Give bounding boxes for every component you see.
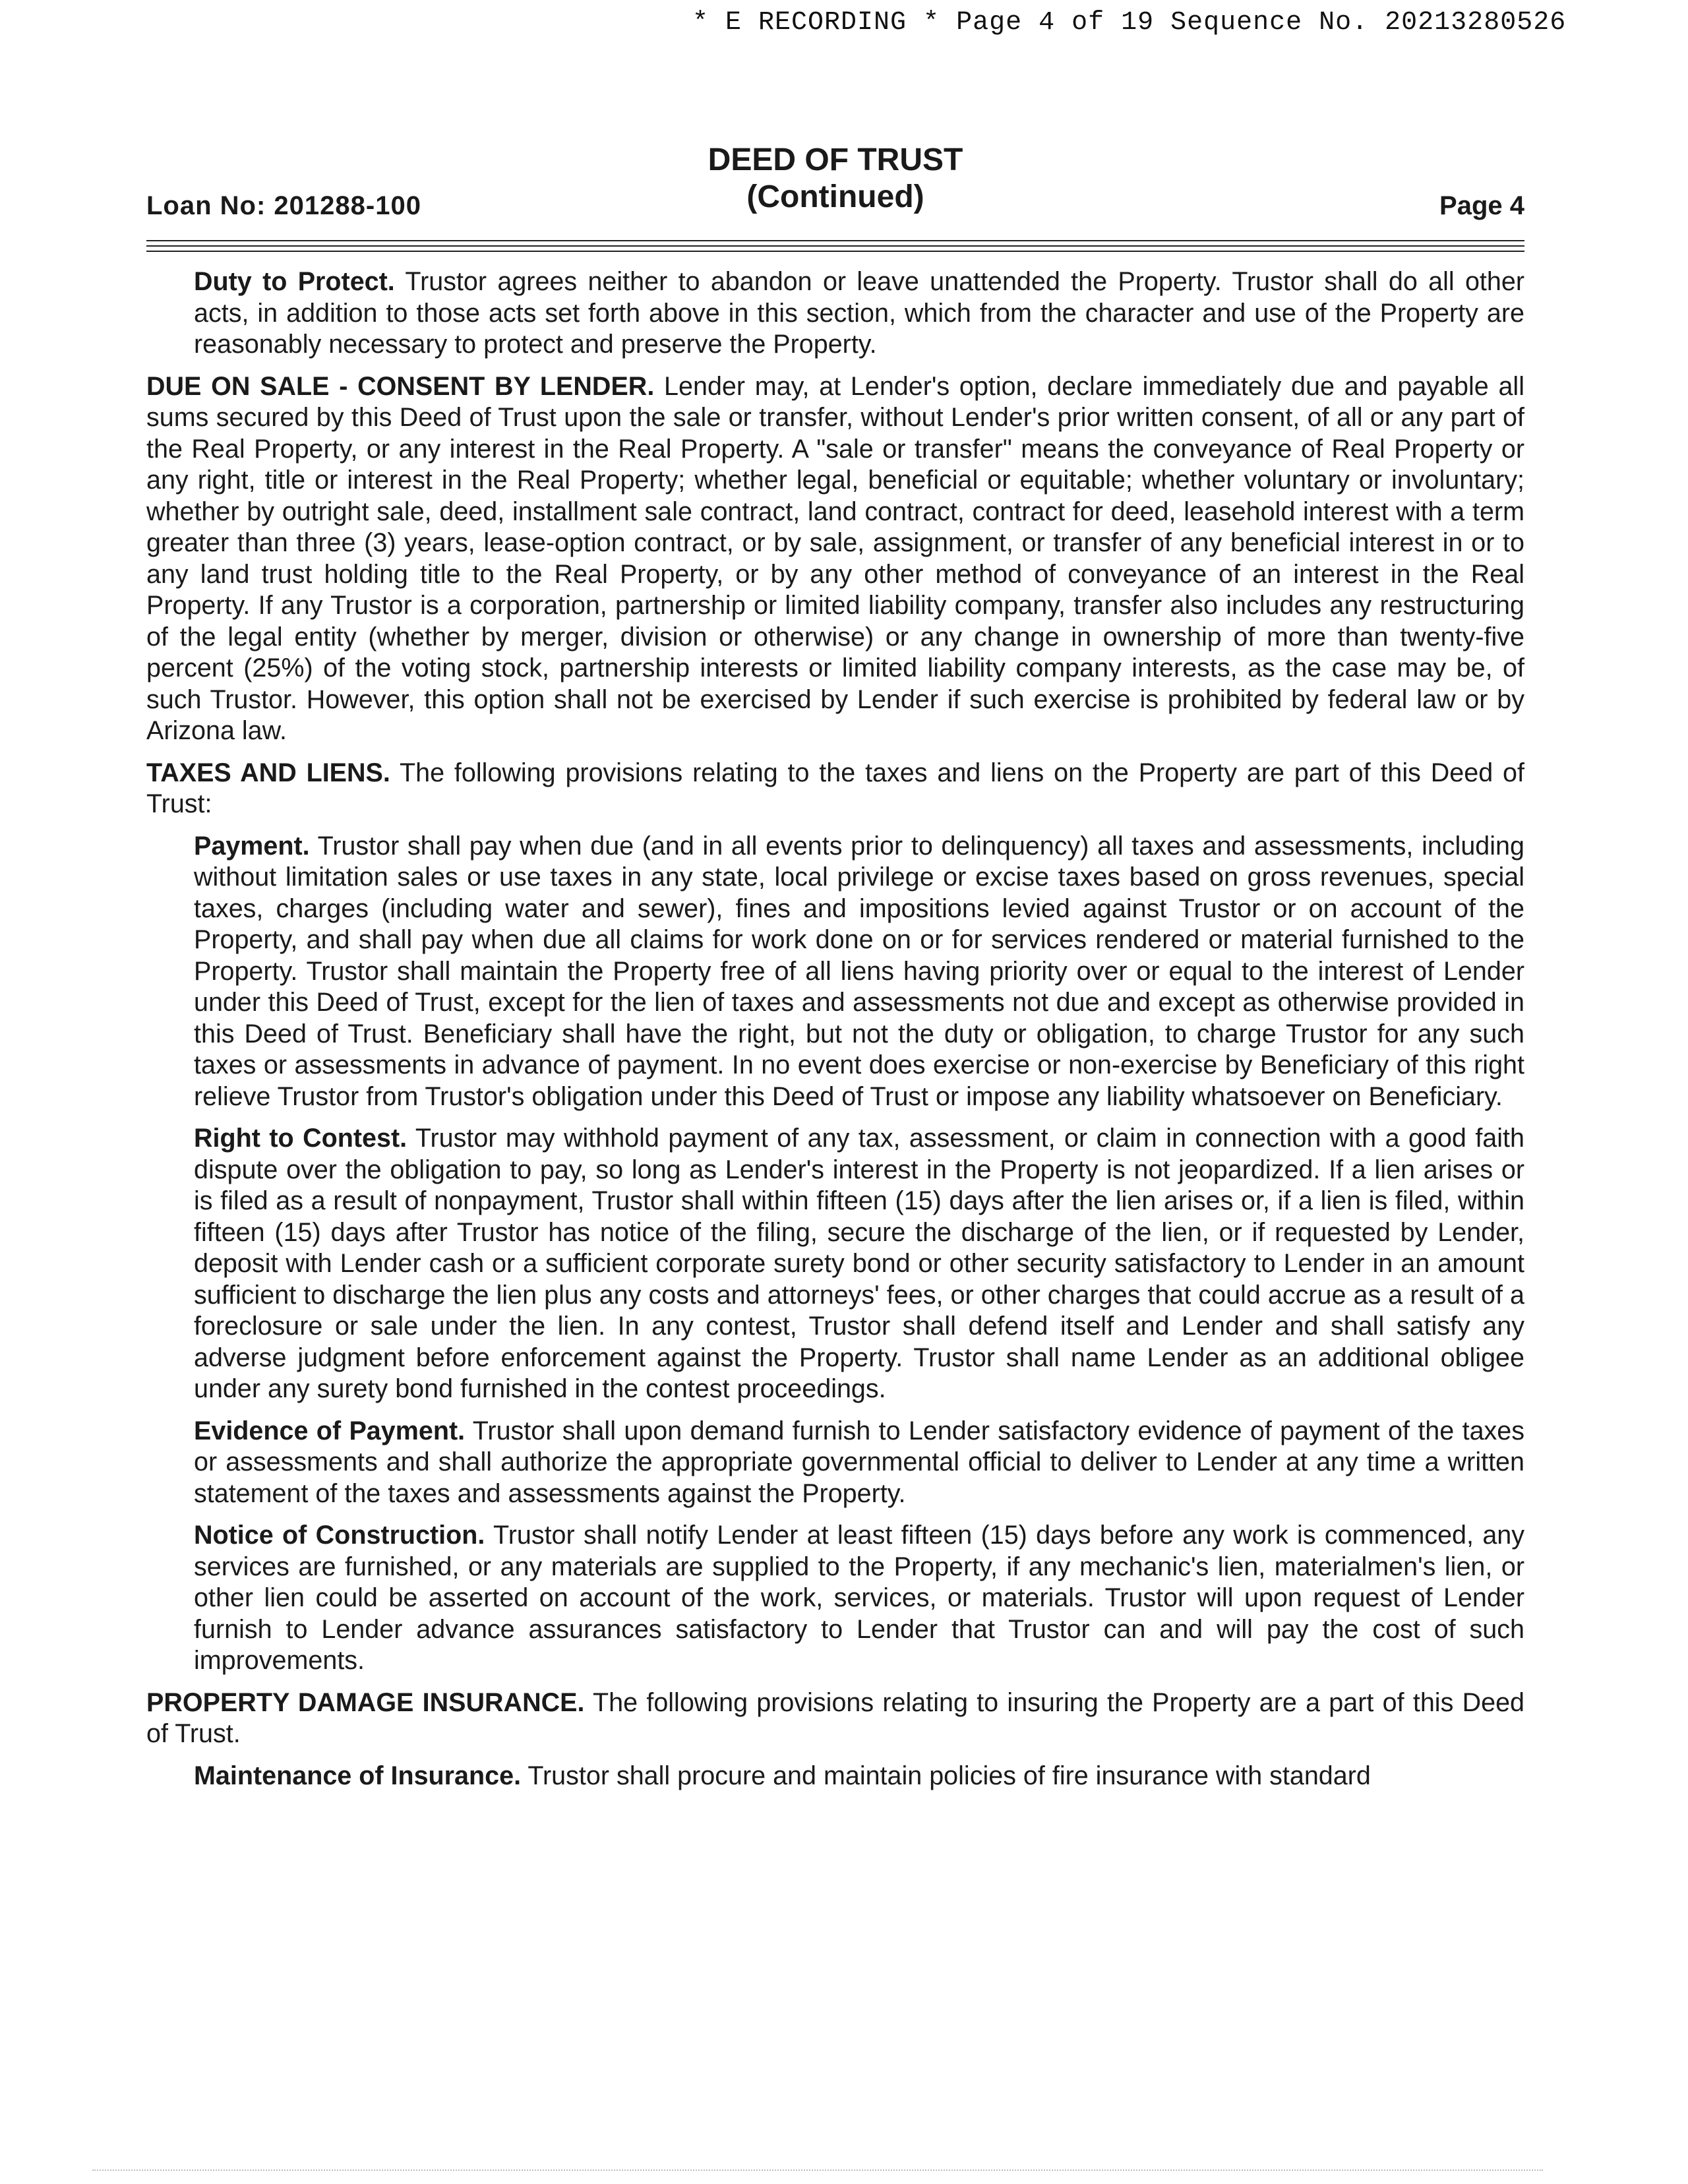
section-text: The following provisions relating to insuring the Property are a part of this Deed of Trust.: [146, 1687, 1525, 1748]
section-text: The following provisions relating to the taxes and liens on the Property are part of this Deed of Trust:: [146, 758, 1524, 818]
section-property-damage-insurance: [146, 1687, 1524, 1750]
section-duty-to-protect: [194, 266, 1524, 361]
section-evidence-of-payment: [194, 1416, 1524, 1510]
section-taxes-and-liens: [146, 758, 1524, 820]
section-maintenance-of-insurance: [194, 1761, 1524, 1792]
section-right-to-contest: [194, 1123, 1524, 1405]
section-heading: DUE ON SALE - CONSENT BY LENDER.: [146, 371, 655, 401]
section-due-on-sale: [146, 371, 1524, 747]
title-block: [146, 142, 1524, 216]
header-divider: [146, 251, 1524, 252]
document-subtitle: (Continued): [746, 179, 924, 214]
section-heading: TAXES AND LIENS.: [146, 758, 390, 787]
section-text: Trustor shall upon demand furnish to Lender satisfactory evidence of payment of the taxes or assessments and shall authorize the appropriate governmental official to deliver to Lender at any time a written statement of the taxes and assessments against the Property.: [194, 1416, 1524, 1508]
page-number: Page 4: [1439, 191, 1524, 220]
section-text: Trustor may withhold payment of any tax, assessment, or claim in connection with a good faith dispute over the obligation to pay, so long as Lender's interest in the Property is not jeopardized. If a lien arises or is filed as a result of nonpayment, Trustor shall within fifteen (15) days after the lien arises or, if a lien is filed, within fifteen (15) days after Trustor has notice of the filing, secure the discharge of the lien, or if requested by Lender, deposit with Lender cash or a sufficient corporate surety bond or other security satisfactory to Lender in an amount sufficient to discharge the lien plus any costs and attorneys' fees, or other charges that could accrue as a result of a foreclosure or sale under the lien. In any contest, Trustor shall defend itself and Lender and shall satisfy any adverse judgment before enforcement against the Property. Trustor shall name Lender as an additional obligee under any surety bond furnished in the contest proceedings.: [194, 1124, 1524, 1403]
section-heading: Evidence of Payment.: [194, 1416, 466, 1445]
header-divider: [146, 240, 1524, 241]
recording-stamp: * E RECORDING * Page 4 of 19 Sequence No. 20213280526: [692, 8, 1567, 38]
document-title: DEED OF TRUST: [708, 142, 963, 177]
section-heading: PROPERTY DAMAGE INSURANCE.: [146, 1687, 585, 1717]
scan-artifact: [92, 2169, 1543, 2175]
section-heading: Maintenance of Insurance.: [194, 1761, 522, 1790]
loan-number: Loan No: 201288-100: [146, 191, 421, 220]
section-heading: Right to Contest.: [194, 1124, 407, 1153]
section-payment: [194, 831, 1524, 1113]
section-text: Trustor shall notify Lender at least fifteen (15) days before any work is commenced, any services are furnished, or any materials are supplied to the Property, if any mechanic's lien, materialmen's lien, or other lien could be asserted on account of the work, services, or materials. Trustor will upon request of Lender furnish to Lender advance assurances satisfactory to Lender that Trustor can and will pay the cost of such improvements.: [194, 1521, 1525, 1675]
section-heading: Duty to Protect.: [194, 267, 395, 296]
document-body: [146, 266, 1524, 1802]
section-text: Trustor shall procure and maintain policies of fire insurance with standard: [528, 1761, 1371, 1790]
section-heading: Payment.: [194, 831, 310, 861]
section-text: Lender may, at Lender's option, declare immediately due and payable all sums secured by this Deed of Trust upon the sale or transfer, without Lender's prior written consent, of all or any part of the Real Property, or any interest in the Real Property. A "sale or transfer" means the conveyance of Real Property or any right, title or interest in the Real Property; whether legal, beneficial or equitable; whether voluntary or involuntary; whether by outright sale, deed, installment sale contract, land contract, contract for deed, leasehold interest with a term greater than three (3) years, lease-option contract, or by sale, assignment, or transfer of any beneficial interest in or to any land trust holding title to the Real Property, or by any other method of conveyance of an interest in the Real Property. If any Trustor is a corporation, partnership or limited liability company, transfer also includes any restructuring of the legal entity (whether by merger, division or otherwise) or any change in ownership of more than twenty-five percent (25%) of the voting stock, partnership interests or limited liability company interests, as the case may be, of such Trustor. However, this option shall not be exercised by Lender if such exercise is prohibited by federal law or by Arizona law.: [146, 371, 1524, 745]
section-text: Trustor shall pay when due (and in all events prior to delinquency) all taxes and assessments, including without limitation sales or use taxes in any state, local privilege or excise taxes based on gross revenues, special taxes, charges (including water and sewer), fines and impositions levied against Trustor or on account of the Property, and shall pay when due all claims for work done on or for services rendered or material furnished to the Property. Trustor shall maintain the Property free of all liens having priority over or equal to the interest of Lender under this Deed of Trust, except for the lien of taxes and assessments not due and except as otherwise provided in this Deed of Trust. Beneficiary shall have the right, but not the duty or obligation, to charge Trustor for any such taxes or assessments in advance of payment. In no event does exercise or non-exercise by Beneficiary of this right relieve Trustor from Trustor's obligation under this Deed of Trust or impose any liability whatsoever on Beneficiary.: [194, 831, 1524, 1111]
section-notice-of-construction: [194, 1520, 1524, 1677]
section-text: Trustor agrees neither to abandon or leave unattended the Property. Trustor shall do all other acts, in addition to those acts set forth above in this section, which from the character and use of the Property are reasonably necessary to protect and preserve the Property.: [194, 267, 1524, 359]
document-header: [146, 142, 1524, 221]
section-heading: Notice of Construction.: [194, 1521, 485, 1550]
header-divider: [146, 245, 1524, 247]
